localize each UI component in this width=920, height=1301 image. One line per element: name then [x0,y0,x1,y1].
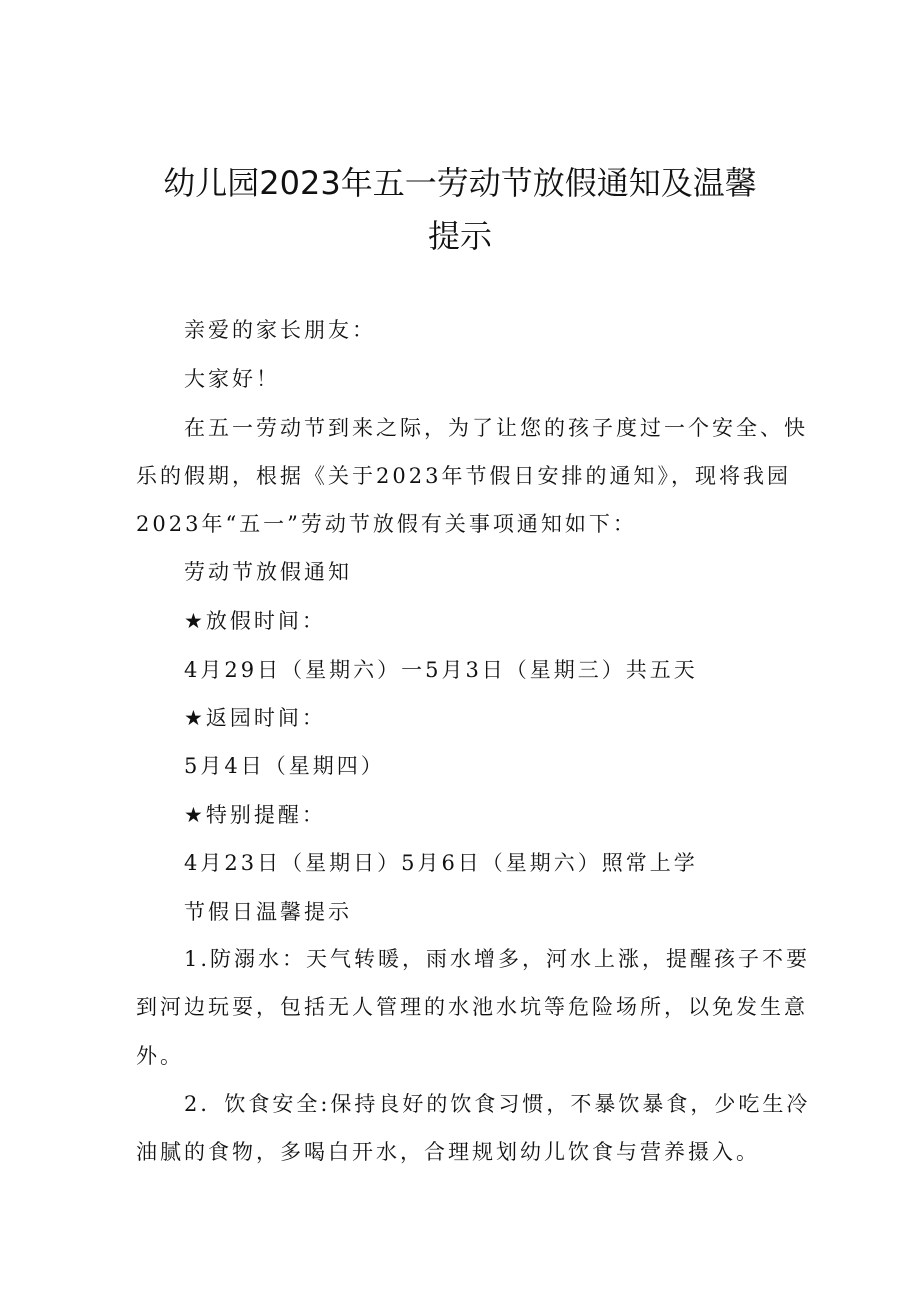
star-icon: ★ [184,803,206,827]
holiday-time-value: 4月29日（星期六）一5月3日（星期三）共五天 [184,658,698,682]
holiday-time-label: 放假时间： [205,609,326,633]
return-time-label: 返园时间： [205,706,326,730]
special-reminder-label: 特别提醒： [205,803,326,827]
special-reminder-label-row [184,800,844,830]
document-title-line-2: 提示 [427,217,492,255]
return-time-label-row [184,703,844,733]
holiday-time-label-row [184,606,844,636]
salutation: 亲爱的家长朋友： [184,318,376,342]
tip-2-line-2: 油腻的食物，多喝白开水，合理规划幼儿饮食与营养摄入。 [136,1140,760,1164]
intro-line-2: 乐的假期，根据《关于2023年节假日安排的通知》，现将我园 [136,464,791,488]
star-icon: ★ [184,706,206,730]
star-icon: ★ [184,609,206,633]
greeting: 大家好！ [184,367,280,391]
intro-line-1: 在五一劳动节到来之际，为了让您的孩子度过一个安全、快 [184,416,808,440]
tip-1-line-3: 外。 [136,1044,184,1068]
return-time-value: 5月4日（星期四） [184,754,385,778]
tips-heading: 节假日温馨提示 [184,900,352,924]
special-reminder-value: 4月23日（星期日）5月6日（星期六）照常上学 [184,851,698,875]
tip-2-line-1: 2．饮食安全:保持良好的饮食习惯，不暴饮暴食，少吃生冷 [184,1092,811,1116]
tip-1-line-1: 1.防溺水：天气转暖，雨水增多，河水上涨，提醒孩子不要 [184,947,811,971]
document-title-line-1: 幼儿园2023年五一劳动节放假通知及温馨 [163,164,757,202]
tip-1-line-2: 到河边玩耍，包括无人管理的水池水坑等危险场所，以免发生意 [136,995,808,1019]
notice-heading: 劳动节放假通知 [184,560,352,584]
intro-line-3: 2023年“五一”劳动节放假有关事项通知如下： [136,512,637,536]
